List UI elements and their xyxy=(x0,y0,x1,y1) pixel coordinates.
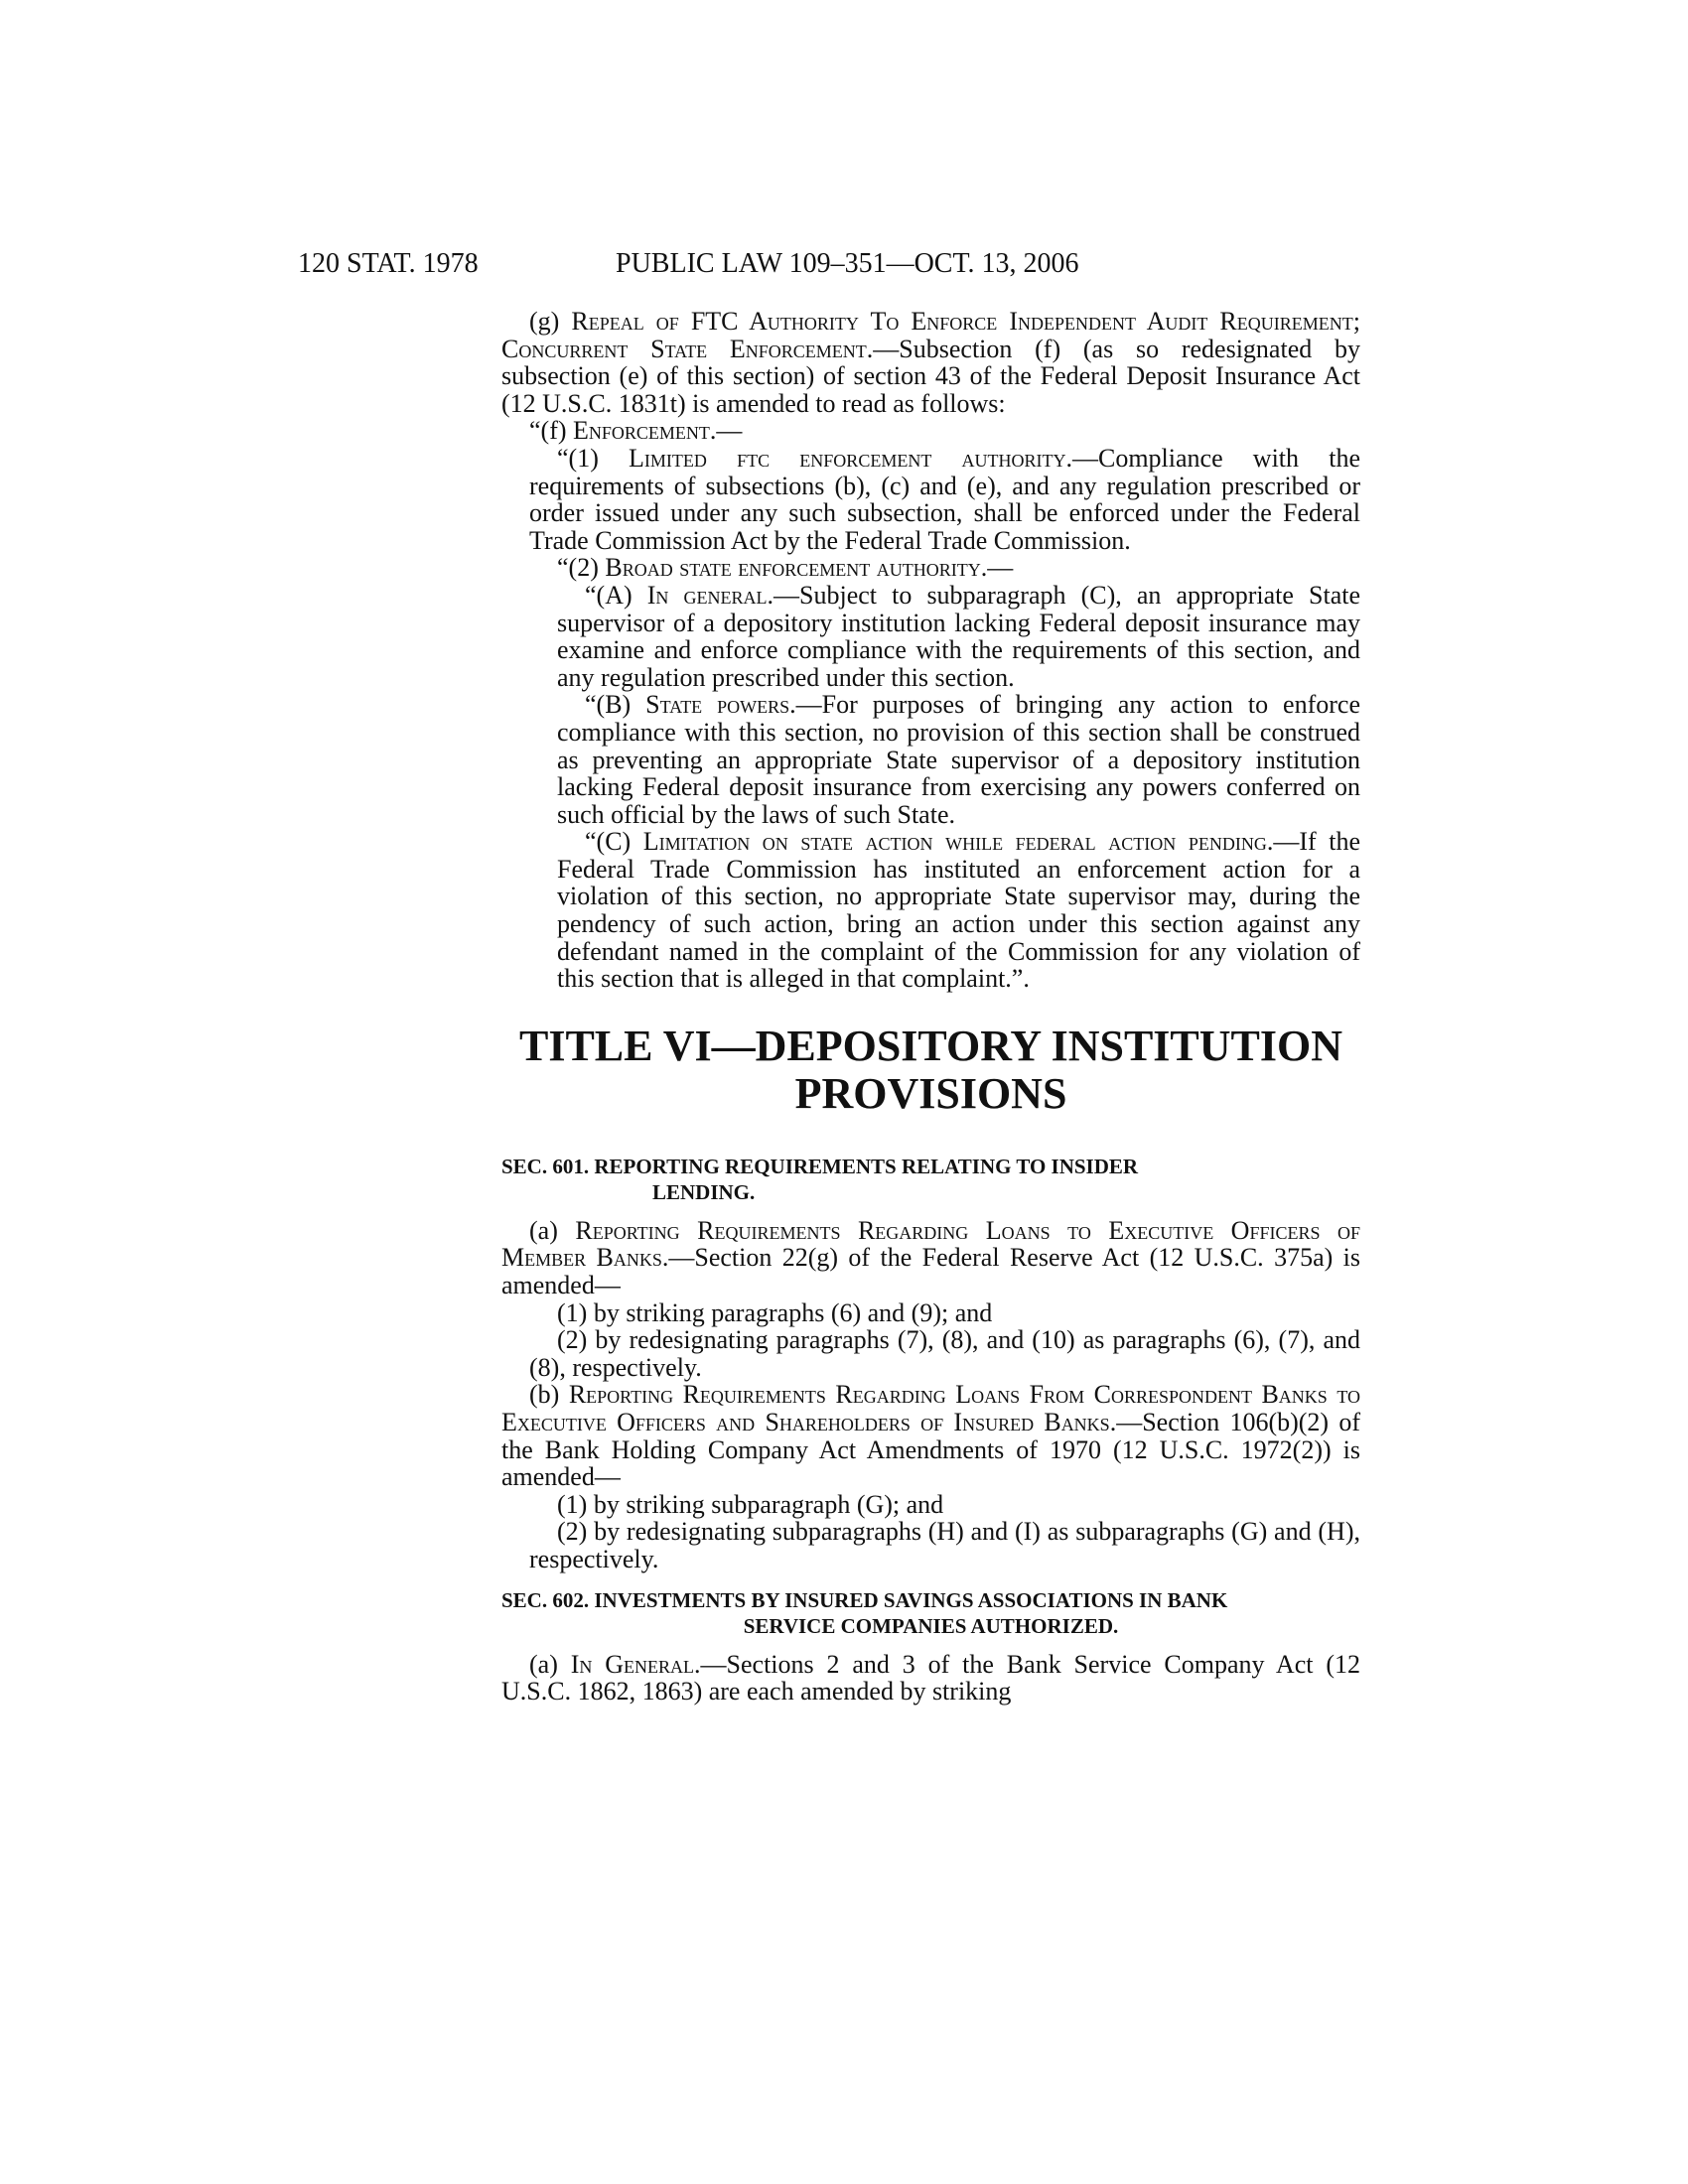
sec-601-a-1: (1) by striking paragraphs (6) and (9); and xyxy=(557,1297,993,1327)
subparagraph-a: “(A) In general.—Subject to subparagraph (C), an appropriate State supervisor of a depository institution lacking Federal deposit insurance may examine and enforce compliance with the requirements of this section, and any regulation prescribed under this section. xyxy=(557,580,1360,692)
sec-602-a: (a) In General.—Sections 2 and 3 of the Bank Service Company Act (12 U.S.C. 1862, 1863) are each amended by striking xyxy=(501,1649,1360,1706)
stat-citation: 120 STAT. 1978 xyxy=(298,248,479,279)
sec-601-b-2: (2) by redesignating subparagraphs (H) and (I) as subparagraphs (G) and (H), respectively. xyxy=(529,1517,1360,1573)
sec-602-heading: SEC. 602. INVESTMENTS BY INSURED SAVINGS ASSOCIATIONS IN BANK SERVICE COMPANIES AUTHORIZED. xyxy=(501,1587,1228,1638)
law-citation: PUBLIC LAW 109–351—OCT. 13, 2006 xyxy=(616,248,1079,279)
sec-601-heading: SEC. 601. REPORTING REQUIREMENTS RELATING TO INSIDER LENDING. xyxy=(501,1154,1139,1204)
subparagraph-b: “(B) State powers.—For purposes of bringing any action to enforce compliance with this section, no provision of this section shall be construed as preventing an appropriate State supervisor of a depository institution lacking Federal deposit insurance from exercising any powers conferred on such official by the laws of such State. xyxy=(557,690,1360,829)
paragraph-1: “(1) Limited ftc enforcement authority.—Compliance with the requirements of subsections (b), (c) and (e), and any regulation prescribed or order issued under any such subsection, shall be enforced under the Federal Trade Commission Act by the Federal Trade Commission. xyxy=(529,443,1360,555)
subsection-g: (g) Repeal of FTC Authority To Enforce Independent Audit Requirement; Concurrent State Enforcement.—Subsection (f) (as so redesignated by subsection (e) of this section) of section 43 of the Federal Deposit Insurance Act (12 U.S.C. 1831t) is amended to read as follows: xyxy=(501,307,1360,418)
sec-601-a: (a) Reporting Requirements Regarding Loans to Executive Officers of Member Banks.—Section 22(g) of the Federal Reserve Act (12 U.S.C. 375a) is amended— xyxy=(501,1215,1360,1300)
text-column xyxy=(501,308,1360,1706)
sec-601-a-2: (2) by redesignating paragraphs (7), (8), and (10) as paragraphs (6), (7), and (8), respectively. xyxy=(529,1325,1360,1382)
paragraph-2-heading: “(2) Broad state enforcement authority.— xyxy=(557,553,1014,583)
subsection-f-heading: “(f) Enforcement.— xyxy=(529,416,743,446)
sec-601-b: (b) Reporting Requirements Regarding Loans From Correspondent Banks to Executive Officers and Shareholders of Insured Banks.—Section 106(b)(2) of the Bank Holding Company Act Amendments of 1970 (12 U.S.C. 1972(2)) is amended— xyxy=(501,1380,1360,1492)
title-heading: TITLE VI—DEPOSITORY INSTITUTION PROVISIONS xyxy=(518,1021,1343,1118)
subparagraph-c: “(C) Limitation on state action while federal action pending.—If the Federal Trade Commission has instituted an enforcement action for a violation of this section, no appropriate State supervisor may, during the pendency of such action, bring an action under this section against any defendant named in the complaint of the Commission for any violation of this section that is alleged in that complaint.”. xyxy=(557,827,1360,994)
sec-601-b-1: (1) by striking subparagraph (G); and xyxy=(557,1489,944,1519)
page-header xyxy=(298,248,1370,288)
